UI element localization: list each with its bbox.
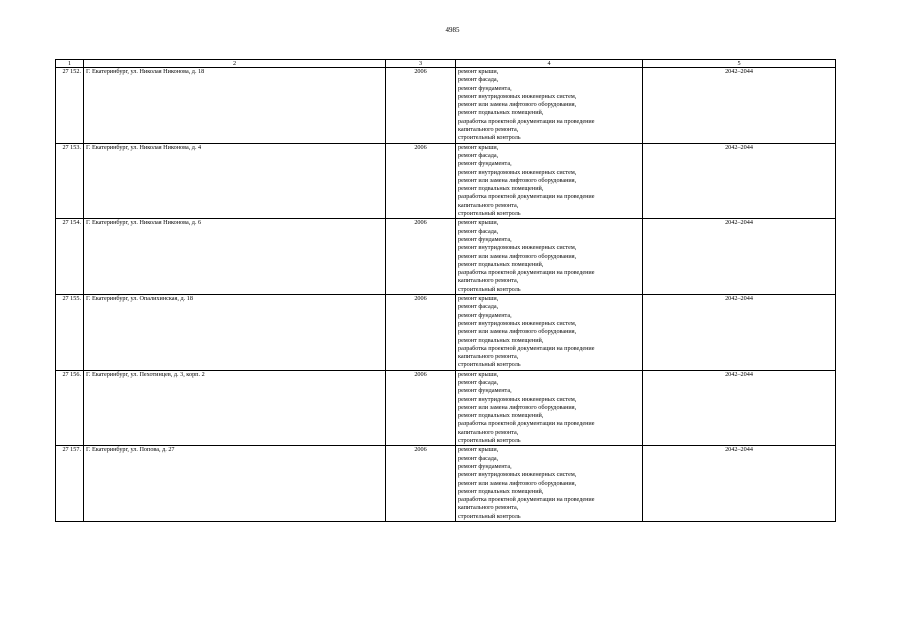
work-item: капитального ремонта, (458, 277, 519, 285)
table-row (56, 370, 836, 446)
column-header: 5 (643, 60, 836, 68)
work-item: ремонт внутридомовых инженерных систем, (458, 471, 577, 479)
works-cell (456, 219, 643, 295)
work-item: ремонт фундамента, (458, 311, 512, 319)
work-item: ремонт фундамента, (458, 160, 512, 168)
work-item: ремонт крыши, (458, 219, 499, 227)
table-row (56, 143, 836, 219)
works-cell (456, 370, 643, 446)
work-item: ремонт фундамента, (458, 84, 512, 92)
work-item: строительный контроль (458, 285, 521, 293)
header-row (56, 60, 836, 68)
year-cell: 2006 (386, 295, 456, 371)
work-item: строительный контроль (458, 210, 521, 218)
work-item: ремонт фасада, (458, 454, 499, 462)
work-item: ремонт подвальных помещений, (458, 109, 544, 117)
works-cell (456, 68, 643, 144)
address-cell: Г. Екатеринбург, ул. Пехотинцев, д. 3, корп. 2 (84, 370, 386, 446)
work-item: ремонт подвальных помещений, (458, 336, 544, 344)
work-item: ремонт фасада, (458, 378, 499, 386)
address-cell: Г. Екатеринбург, ул. Опалихинская, д. 18 (84, 295, 386, 371)
row-number-cell: 27 157. (56, 446, 84, 522)
work-item: ремонт или замена лифтового оборудования, (458, 403, 577, 411)
work-item: ремонт крыши, (458, 143, 499, 151)
address-cell: Г. Екатеринбург, ул. Попова, д. 27 (84, 446, 386, 522)
work-item: капитального ремонта, (458, 201, 519, 209)
work-item: ремонт подвальных помещений, (458, 412, 544, 420)
period-cell: 2042–2044 (643, 143, 836, 219)
work-item: строительный контроль (458, 437, 521, 445)
work-item: ремонт внутридомовых инженерных систем, (458, 92, 577, 100)
year-cell: 2006 (386, 219, 456, 295)
address-cell: Г. Екатеринбург, ул. Николая Никонова, д. 4 (84, 143, 386, 219)
year-cell: 2006 (386, 370, 456, 446)
work-item: капитального ремонта, (458, 353, 519, 361)
column-header: 3 (386, 60, 456, 68)
year-cell: 2006 (386, 446, 456, 522)
page-number: 4985 (445, 26, 460, 34)
work-item: строительный контроль (458, 512, 521, 520)
work-item: ремонт фасада, (458, 151, 499, 159)
table-body (56, 68, 836, 522)
period-cell: 2042–2044 (643, 219, 836, 295)
work-item: ремонт или замена лифтового оборудования, (458, 479, 577, 487)
work-item: ремонт фундамента, (458, 387, 512, 395)
row-number-cell: 27 152. (56, 68, 84, 144)
column-header: 2 (84, 60, 386, 68)
work-item: ремонт подвальных помещений, (458, 260, 544, 268)
work-item: разработка проектной документации на проведение (458, 344, 595, 352)
table-row (56, 219, 836, 295)
work-item: ремонт фасада, (458, 303, 499, 311)
period-cell: 2042–2044 (643, 446, 836, 522)
work-item: разработка проектной документации на проведение (458, 420, 595, 428)
period-cell: 2042–2044 (643, 295, 836, 371)
address-cell: Г. Екатеринбург, ул. Николая Никонова, д. 6 (84, 219, 386, 295)
address-cell: Г. Екатеринбург, ул. Николая Никонова, д. 18 (84, 68, 386, 144)
work-item: ремонт или замена лифтового оборудования, (458, 101, 577, 109)
work-item: разработка проектной документации на проведение (458, 193, 595, 201)
work-item: ремонт крыши, (458, 68, 499, 75)
work-item: ремонт или замена лифтового оборудования, (458, 252, 577, 260)
work-item: ремонт внутридомовых инженерных систем, (458, 395, 577, 403)
year-cell: 2006 (386, 143, 456, 219)
work-item: ремонт или замена лифтового оборудования, (458, 176, 577, 184)
work-item: разработка проектной документации на проведение (458, 269, 595, 277)
work-item: капитального ремонта, (458, 504, 519, 512)
work-item: ремонт фасада, (458, 227, 499, 235)
work-item: капитального ремонта, (458, 428, 519, 436)
column-header: 1 (56, 60, 84, 68)
work-item: строительный контроль (458, 134, 521, 142)
work-item: ремонт или замена лифтового оборудования, (458, 328, 577, 336)
row-number-cell: 27 156. (56, 370, 84, 446)
work-item: разработка проектной документации на проведение (458, 496, 595, 504)
work-item: ремонт фундамента, (458, 462, 512, 470)
repair-schedule-table (55, 59, 836, 522)
work-item: ремонт внутридомовых инженерных систем, (458, 168, 577, 176)
work-item: ремонт внутридомовых инженерных систем, (458, 319, 577, 327)
work-item: ремонт фасада, (458, 76, 499, 84)
work-item: ремонт крыши, (458, 295, 499, 303)
works-cell (456, 143, 643, 219)
work-item: ремонт подвальных помещений, (458, 487, 544, 495)
table-row (56, 295, 836, 371)
work-item: ремонт фундамента, (458, 235, 512, 243)
table-row (56, 446, 836, 522)
period-cell: 2042–2044 (643, 370, 836, 446)
work-item: ремонт подвальных помещений, (458, 185, 544, 193)
work-item: ремонт внутридомовых инженерных систем, (458, 244, 577, 252)
work-item: капитального ремонта, (458, 126, 519, 134)
row-number-cell: 27 155. (56, 295, 84, 371)
row-number-cell: 27 153. (56, 143, 84, 219)
period-cell: 2042–2044 (643, 68, 836, 144)
table-row (56, 68, 836, 144)
works-cell (456, 295, 643, 371)
work-item: ремонт крыши, (458, 370, 499, 378)
work-item: строительный контроль (458, 361, 521, 369)
year-cell: 2006 (386, 68, 456, 144)
work-item: разработка проектной документации на проведение (458, 117, 595, 125)
row-number-cell: 27 154. (56, 219, 84, 295)
column-header: 4 (456, 60, 643, 68)
works-cell (456, 446, 643, 522)
work-item: ремонт крыши, (458, 446, 499, 454)
